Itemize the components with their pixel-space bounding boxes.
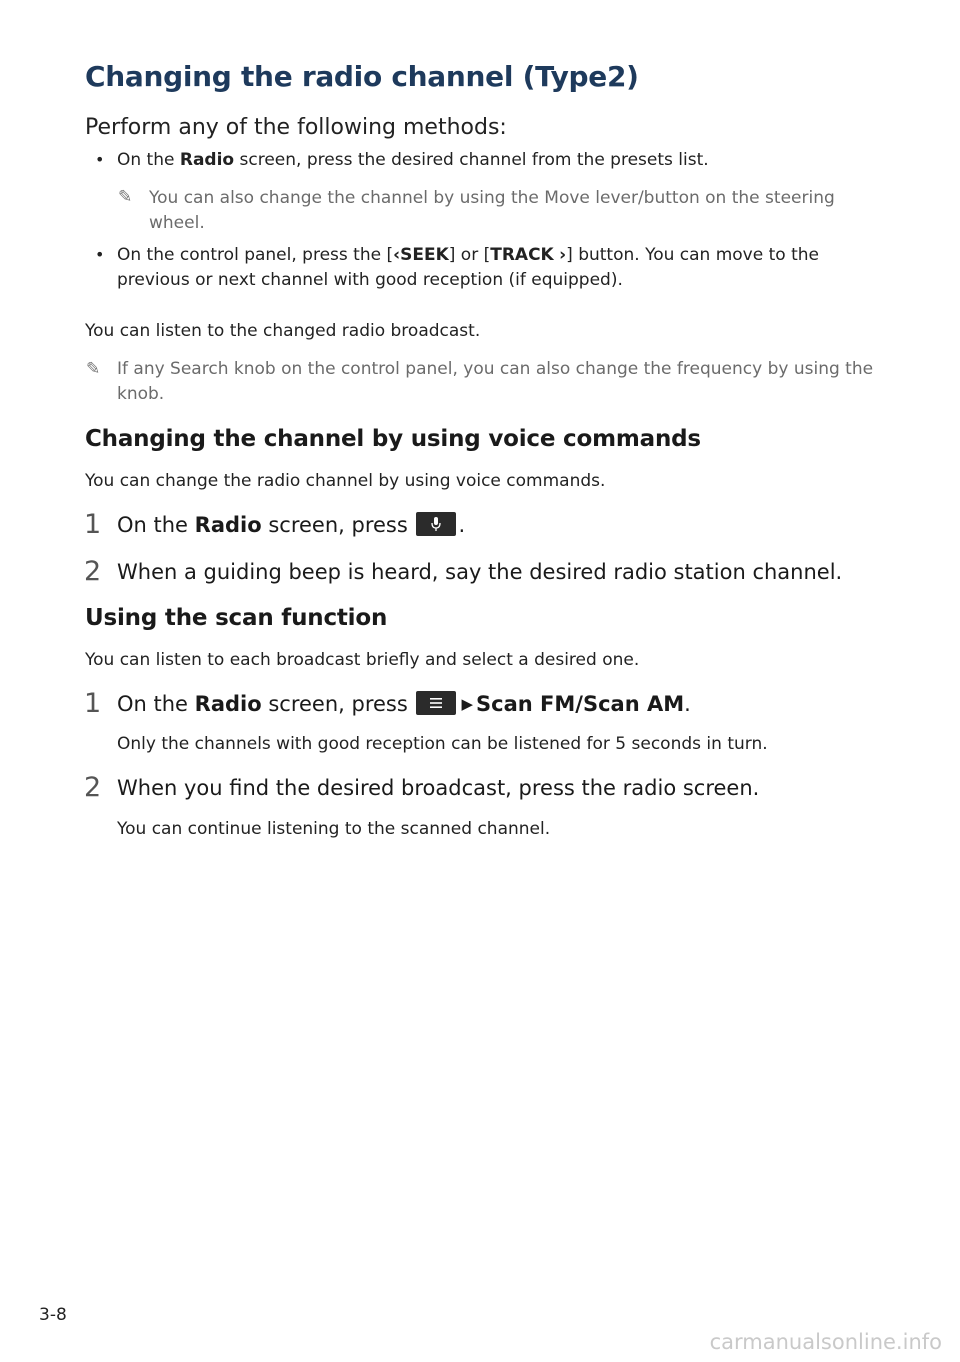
note-steering-wheel: You can also change the channel by using the Move lever/button on the steering wheel. <box>149 188 835 233</box>
bullet-item-presets: On the Radio screen, press the desired channel from the presets list. <box>117 150 709 170</box>
watermark: carmanualsonline.info <box>709 1330 942 1354</box>
section-desc-scan: You can listen to each broadcast briefly and select a desired one. <box>85 650 640 670</box>
intro-text: Perform any of the following methods: <box>85 115 507 140</box>
triangle-right-icon: ▶ <box>461 695 474 713</box>
changed-broadcast-text: You can listen to the changed radio broadcast. <box>85 321 481 341</box>
step-number: 2 <box>84 556 102 587</box>
microphone-icon <box>416 512 456 536</box>
scan-step-1: On the Radio screen, press ▶ Scan FM/Scan AM. <box>117 692 691 716</box>
step-number: 1 <box>84 509 102 540</box>
step-number: 1 <box>84 688 102 719</box>
scan-step-2: When you find the desired broadcast, press the radio screen. <box>117 776 760 800</box>
chevron-right-icon: › <box>559 245 567 265</box>
voice-step-1: On the Radio screen, press . <box>117 513 466 537</box>
pencil-note-icon: ✎ <box>86 359 101 379</box>
pencil-note-icon: ✎ <box>118 187 133 207</box>
section-desc-voice: You can change the radio channel by using voice commands. <box>85 471 606 491</box>
section-heading-voice: Changing the channel by using voice commands <box>85 426 701 452</box>
bullet-item-seek-track: On the control panel, press the [‹SEEK] or [TRACK ›] button. You can move to the previous or next channel with good reception (if equipped). <box>117 245 819 290</box>
step-number: 2 <box>84 772 102 803</box>
page-number: 3-8 <box>39 1305 67 1325</box>
chevron-left-icon: ‹ <box>393 245 401 265</box>
scan-step-2-desc: You can continue listening to the scanned channel. <box>117 819 551 839</box>
section-heading-scan: Using the scan function <box>85 605 388 631</box>
voice-step-2: When a guiding beep is heard, say the desired radio station channel. <box>117 560 843 584</box>
menu-icon <box>416 691 456 715</box>
scan-step-1-desc: Only the channels with good reception can be listened for 5 seconds in turn. <box>117 734 768 754</box>
page-title: Changing the radio channel (Type2) <box>85 60 639 93</box>
bullet-dot: • <box>95 150 105 169</box>
bullet-dot: • <box>95 245 105 264</box>
note-search-knob: If any Search knob on the control panel, you can also change the frequency by using the knob. <box>117 359 874 404</box>
